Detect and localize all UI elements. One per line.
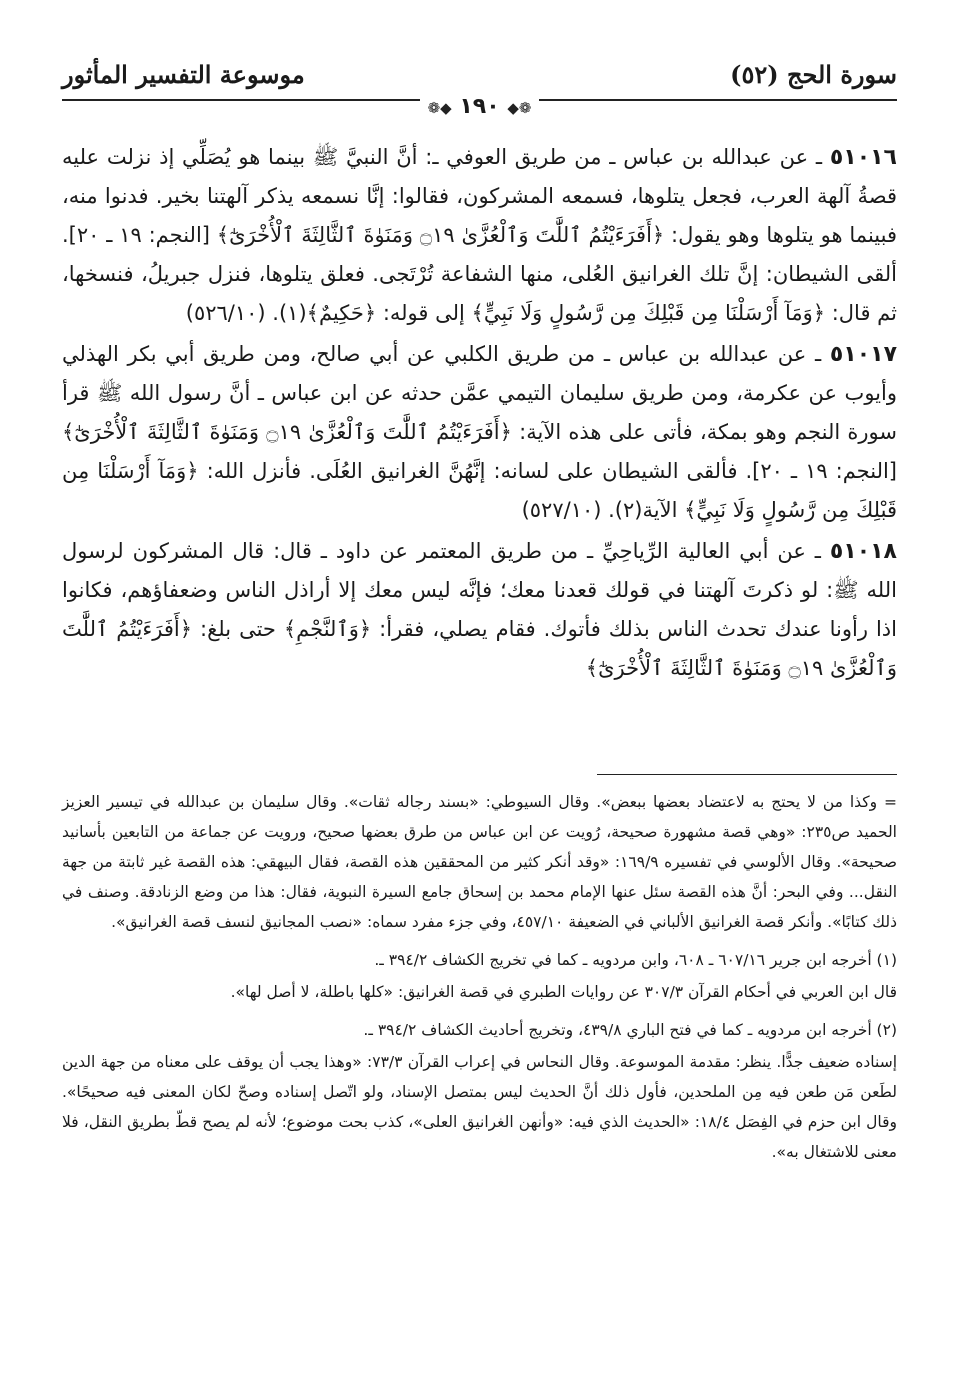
footnote-separator bbox=[597, 774, 897, 775]
book-page bbox=[62, 52, 897, 1342]
footnotes bbox=[62, 787, 897, 1175]
footnote: = وكذا من لا يحتج به لاعتضاد بعضها ببعض». وقال السيوطي: «بسند رجاله ثقات». وقال سليمان بن عبدالله في تيسير العزيز الحميد ص٢٣٥: «وهي قصة مشهورة صحيحة، رُويت عن ابن عباس من طرق بعضها صحيح، ورويت عن جماعة من التابعين بأسانيد صحيحة». وقال الألوسي في تفسيره ١٦٩/٩: «وقد أنكر كثير من المحققين هذه القصة، فقال البيهقي: هذه القصة غير ثابتة من جهة النقل... وفي البحر: أنَّ هذه القصة سئل عنها الإمام محمد بن إسحاق جامع السيرة النبوية، فقال: هذا من وضع الزنادقة. وصنف في ذلك كتابًا». وأنكر قصة الغرانيق الألباني في الضعيفة ٤٥٧/١٠، وفي جزء مفرد سماه: «نصب المجانيق لنسف قصة الغرانيق». bbox=[62, 793, 898, 931]
page-number: ١٩٠ bbox=[459, 94, 500, 119]
main-text bbox=[62, 138, 897, 690]
narration-text: ـ عن عبدالله بن عباس ـ من طريق العوفي ـ: أنَّ النبيَّ ﷺ بينما هو يُصَلِّي إذ نزلت عليه قصةُ آلهة العرب، فجعل يتلوها، فسمعه المشركون، فقالوا: إنَّا نسمعه يذكر آلهتنا بخير. فدنوا منه، فبينما هو يتلوها وهو يقول: ﴿أَفَرَءَيْتُمُ ٱللَّٰتَ وَٱلْعُزَّىٰ ۝١٩ وَمَنَوٰةَ ٱلثَّالِثَةَ ٱلْأُخْرَىٰٓ﴾ [النجم: ١٩ ـ ٢٠]. ألقى الشيطان: إنَّ تلك الغرانيق العُلى، منها الشفاعة تُرْتَجى. فعلق يتلوها، فنزل جبريلُ، فنسخها، ثم قال: ﴿وَمَآ أَرْسَلْنَا مِن قَبْلِكَ مِن رَّسُولٍ وَلَا نَبِيٍّ﴾ إلى قوله: ﴿حَكِيمٌ﴾(١). (٥٢٦/١٠) bbox=[62, 145, 897, 325]
page-number-bar bbox=[62, 94, 897, 119]
narration-number: ٥١٠١٧ bbox=[829, 342, 898, 367]
footnote: قال ابن العربي في أحكام القرآن ٣٠٧/٣ عن روايات الطبري في قصة الغرانيق: «كلها باطلة، لا أصل لها». bbox=[230, 983, 897, 1001]
page-header bbox=[62, 52, 897, 100]
surah-title: سورة الحج (٥٢) bbox=[730, 60, 897, 89]
narration-paragraph bbox=[62, 335, 897, 530]
narration-number: ٥١٠١٦ bbox=[829, 145, 897, 170]
narration-paragraph bbox=[62, 138, 897, 333]
book-title: موسوعة التفسير المأثور bbox=[62, 60, 305, 89]
ornament-icon: ❁◆ bbox=[507, 99, 532, 117]
ornament-icon: ◆❁ bbox=[427, 99, 452, 117]
narration-text: ـ عن أبي العالية الرِّياحِيِّ ـ من طريق المعتمر عن داود ـ قال: قال المشركون لرسول الله ﷺ: لو ذكرتَ آلهتنا في قولك قعدنا معك؛ فإنَّه ليس معك إلا أراذل الناس وضعفاؤهم، فكانوا اذا رأونا عندك تحدث الناس بذلك فأتوك. فقام يصلي، فقرأ: ﴿وَٱلنَّجْمِ﴾ حتى بلغ: ﴿أَفَرَءَيْتُمُ ٱللَّٰتَ وَٱلْعُزَّىٰ ۝١٩ وَمَنَوٰةَ ٱلثَّالِثَةَ ٱلْأُخْرَىٰٓ﴾ bbox=[62, 539, 897, 680]
footnote: (٢) أخرجه ابن مردويه ـ كما في فتح الباري ٤٣٩/٨، وتخريج أحاديث الكشاف ٣٩٤/٢ ـ. bbox=[363, 1021, 897, 1039]
footnote: (١) أخرجه ابن جرير ٦٠٧/١٦ ـ ٦٠٨، وابن مردويه ـ كما في تخريج الكشاف ٣٩٤/٢ ـ. bbox=[374, 951, 897, 969]
narration-number: ٥١٠١٨ bbox=[829, 539, 897, 564]
footnote: إسناده ضعيف جدًّا. ينظر: مقدمة الموسوعة. وقال النحاس في إعراب القرآن ٧٣/٣: «وهذا يجب أن يوقف على معناه من جهة الدين لطَعن مَن طعن فيه مِن الملحدين، فأول ذلك أنَّ الحديث ليس بمتصل الإسناد، ولو اتّصل إسناده وصحّ لكان المعنى فيه صحيحًا». وقال ابن حزم في الفِصَل ١٨/٤: «الحديث الذي فيه: «وأنهن الغرانيق العلى»، كذب بحت موضوع؛ لأنه لم يصح قطّ بطريق النقل، فلا معنى للاشتغال به». bbox=[62, 1053, 897, 1161]
narration-paragraph bbox=[62, 532, 897, 688]
narration-text: ـ عن عبدالله بن عباس ـ من طريق الكلبي عن أبي صالح، ومن طريق أبي بكر الهذلي وأيوب عن عكرمة، ومن طريق سليمان التيمي عمَّن حدثه عن ابن عباس ـ أنَّ رسول الله ﷺ قرأ سورة النجم وهو بمكة، فأتى على هذه الآية: ﴿أَفَرَءَيْتُمُ ٱللَّٰتَ وَٱلْعُزَّىٰ ۝١٩ وَمَنَوٰةَ ٱلثَّالِثَةَ ٱلْأُخْرَىٰٓ﴾ [النجم: ١٩ ـ ٢٠]. فألقى الشيطان على لسانه: إنَّهُنَّ الغرانيق العُلَى. فأنزل الله: ﴿وَمَآ أَرْسَلْنَا مِن قَبْلِكَ مِن رَّسُولٍ وَلَا نَبِيٍّ﴾ الآية(٢). (٥٢٧/١٠) bbox=[62, 342, 897, 522]
